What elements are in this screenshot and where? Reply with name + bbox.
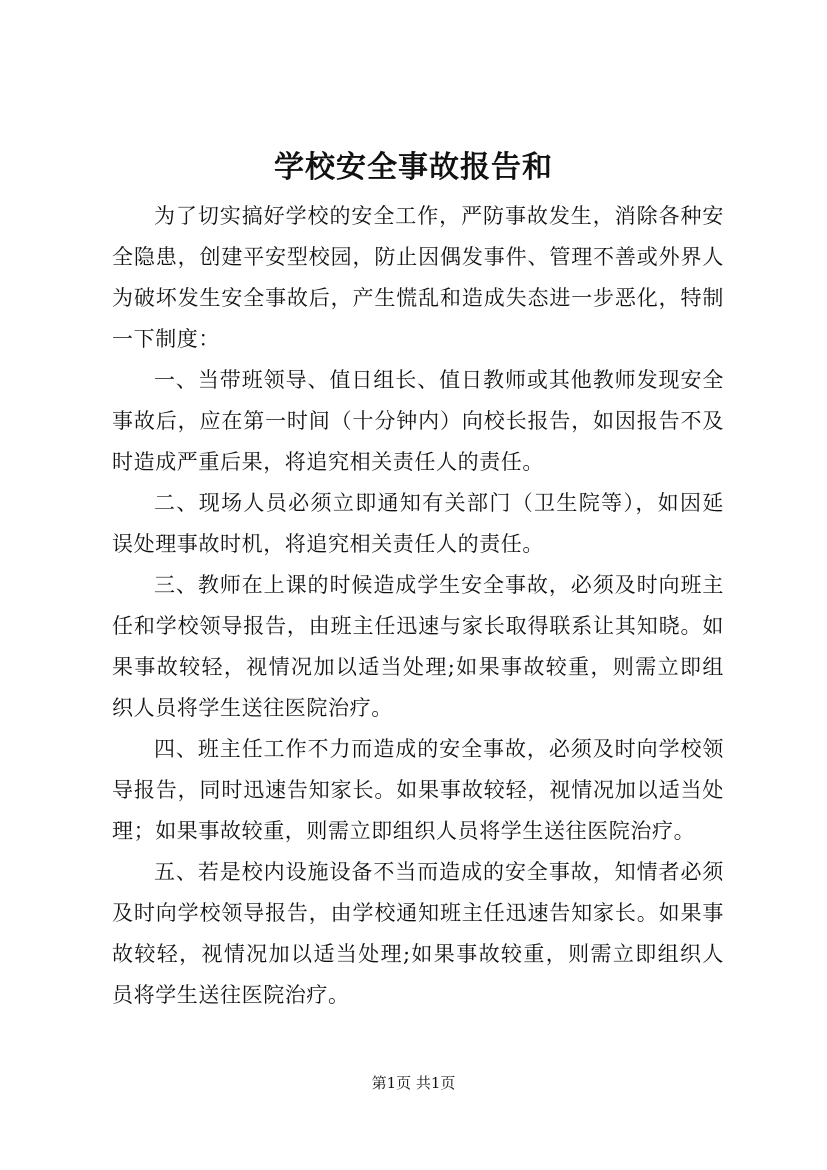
page-number-footer: 第1页 共1页 bbox=[371, 1074, 456, 1092]
paragraph-rule-3: 三、教师在上课的时候造成学生安全事故，必须及时向班主任和学校领导报告，由班主任迅速与家长取得联系让其知晓。如果事故较轻，视情况加以适当处理;如果事故较重，则需立即组织人员将学生送往医院治疗。 bbox=[112, 573, 724, 720]
document-body bbox=[112, 196, 724, 1016]
document-title: 学校安全事故报告和 bbox=[274, 150, 553, 185]
paragraph-rule-5: 五、若是校内设施设备不当而造成的安全事故，知情者必须及时向学校领导报告，由学校通知班主任迅速告知家长。如果事故较轻，视情况加以适当处理;如果事故较重，则需立即组织人员将学生送往医院治疗。 bbox=[112, 860, 724, 1007]
paragraph-rule-4: 四、班主任工作不力而造成的安全事故，必须及时向学校领导报告，同时迅速告知家长。如果事故较轻，视情况加以适当处理；如果事故较重，则需立即组织人员将学生送往医院治疗。 bbox=[112, 737, 724, 843]
paragraph-intro: 为了切实搞好学校的安全工作，严防事故发生，消除各种安全隐患，创建平安型校园，防止因偶发事件、管理不善或外界人为破坏发生安全事故后，产生慌乱和造成失态进一步恶化，特制一下制度： bbox=[112, 204, 724, 351]
paragraph-rule-2: 二、现场人员必须立即通知有关部门（卫生院等），如因延误处理事故时机，将追究相关责任人的责任。 bbox=[112, 491, 724, 556]
paragraph-rule-1: 一、当带班领导、值日组长、值日教师或其他教师发现安全事故后，应在第一时间（十分钟内）向校长报告，如因报告不及时造成严重后果，将追究相关责任人的责任。 bbox=[112, 368, 724, 474]
